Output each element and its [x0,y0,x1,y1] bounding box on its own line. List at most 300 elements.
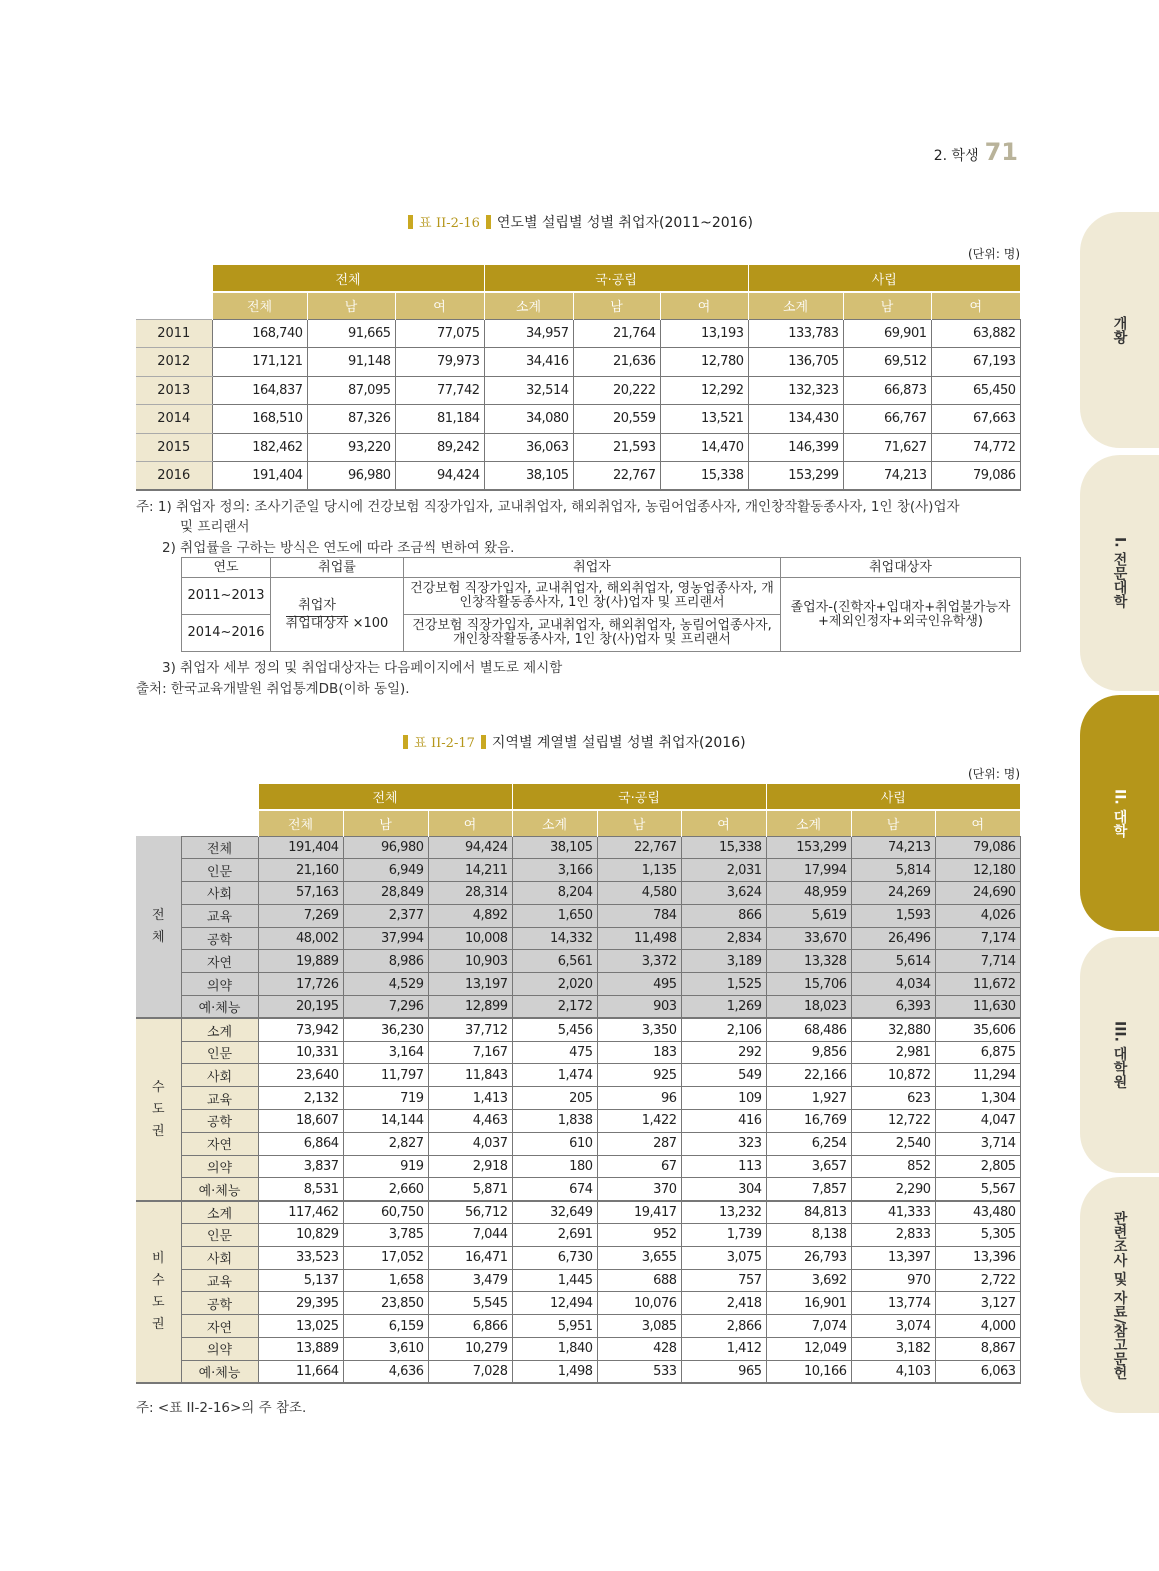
page-number: 71 [984,138,1018,166]
value-cell: 20,559 [573,405,660,434]
value-cell: 4,463 [428,1110,512,1133]
value-cell: 1,840 [512,1338,597,1361]
value-cell: 3,785 [343,1224,428,1247]
value-cell: 21,764 [573,319,660,348]
year-cell: 2015 [136,433,212,462]
table-row [136,882,1020,905]
value-cell: 428 [597,1338,681,1361]
value-cell: 6,864 [258,1132,343,1155]
value-cell: 168,740 [212,319,307,348]
value-cell: 1,498 [512,1360,597,1383]
value-cell: 73,942 [258,1018,343,1041]
value-cell: 14,332 [512,927,597,950]
table-row [136,1246,1020,1269]
value-cell: 33,523 [258,1246,343,1269]
note-1: 주: 1) 취업자 정의: 조사기준일 당시에 건강보험 직장가입자, 교내취업자, 해외취업자, 농림어업종사자, 개인창작활동종사자, 1인 창(사)업자 [136,499,960,515]
table-row [136,1178,1020,1201]
category-cell: 의약 [181,1155,258,1178]
category-cell: 자연 [181,1315,258,1338]
region-cell [136,1018,181,1200]
value-cell: 32,880 [851,1018,935,1041]
region-label: 비 수 도 권 [151,1250,165,1332]
value-cell: 12,494 [512,1292,597,1315]
value-cell: 17,052 [343,1246,428,1269]
year-cell: 2016 [136,462,212,491]
sub-header: 소계 [512,810,597,836]
value-cell: 22,767 [573,462,660,491]
side-tab-label: II. 대학 [1111,788,1128,838]
table-row [136,973,1020,996]
value-cell: 13,396 [935,1246,1020,1269]
value-cell: 38,105 [484,462,573,491]
value-cell: 23,850 [343,1292,428,1315]
table-row [136,405,1020,434]
col-header: 취업자 [404,558,781,578]
value-cell: 26,793 [766,1246,851,1269]
table-row [136,1064,1020,1087]
value-cell: 11,294 [935,1064,1020,1087]
value-cell: 38,105 [512,836,597,859]
value-cell: 41,333 [851,1201,935,1224]
table-row [136,927,1020,950]
value-cell: 13,025 [258,1315,343,1338]
value-cell: 7,028 [428,1360,512,1383]
value-cell: 5,567 [935,1178,1020,1201]
side-tab[interactable] [1080,455,1159,691]
category-cell: 자연 [181,950,258,973]
value-cell: 2,691 [512,1224,597,1247]
table-row [136,1292,1020,1315]
value-cell: 4,103 [851,1360,935,1383]
value-cell: 12,722 [851,1110,935,1133]
table-row [136,1224,1020,1247]
value-cell: 688 [597,1269,681,1292]
value-cell: 16,901 [766,1292,851,1315]
value-cell: 1,525 [681,973,766,996]
title-bar-icon [403,735,408,749]
value-cell: 24,269 [851,882,935,905]
value-cell: 26,496 [851,927,935,950]
value-cell: 8,986 [343,950,428,973]
value-cell: 3,655 [597,1246,681,1269]
value-cell: 77,742 [395,376,484,405]
value-cell: 133,783 [748,319,843,348]
col-header: 취업률 [271,558,404,578]
value-cell: 3,610 [343,1338,428,1361]
category-cell: 사회 [181,882,258,905]
value-cell: 69,512 [843,348,931,377]
value-cell: 7,074 [766,1315,851,1338]
value-cell: 153,299 [748,462,843,491]
category-cell: 자연 [181,1132,258,1155]
sub-header: 여 [395,292,484,319]
category-cell: 공학 [181,927,258,950]
value-cell: 495 [597,973,681,996]
side-tab-label: 개황 [1111,316,1128,344]
value-cell: 1,593 [851,904,935,927]
value-cell: 13,774 [851,1292,935,1315]
value-cell: 96,980 [307,462,395,491]
value-cell: 719 [343,1087,428,1110]
group-header: 사립 [766,784,1020,810]
table2-title: 표 II-2-17 지역별 계열별 설립별 성별 취업자(2016) [397,732,746,752]
table1-unit: (단위: 명) [968,247,1020,261]
table-row [136,1132,1020,1155]
value-cell: 2,722 [935,1269,1020,1292]
value-cell: 3,085 [597,1315,681,1338]
value-cell: 13,328 [766,950,851,973]
value-cell: 164,837 [212,376,307,405]
value-cell: 4,580 [597,882,681,905]
value-cell: 5,951 [512,1315,597,1338]
note-2: 2) 취업률을 구하는 방식은 연도에 따라 조금씩 변하여 왔음. [162,540,515,556]
value-cell: 3,714 [935,1132,1020,1155]
value-cell: 74,213 [843,462,931,491]
value-cell: 2,540 [851,1132,935,1155]
value-cell: 15,338 [660,462,748,491]
value-cell: 14,144 [343,1110,428,1133]
value-cell: 56,712 [428,1201,512,1224]
year-cell: 2014 [136,405,212,434]
value-cell: 19,417 [597,1201,681,1224]
value-cell: 7,044 [428,1224,512,1247]
value-cell: 2,172 [512,996,597,1019]
table-row [136,950,1020,973]
value-cell: 2,827 [343,1132,428,1155]
value-cell: 866 [681,904,766,927]
category-cell: 소계 [181,1201,258,1224]
value-cell: 7,296 [343,996,428,1019]
category-cell: 예·체능 [181,996,258,1019]
value-cell: 323 [681,1132,766,1155]
value-cell: 5,545 [428,1292,512,1315]
value-cell: 81,184 [395,405,484,434]
table-row [136,1360,1020,1383]
value-cell: 84,813 [766,1201,851,1224]
value-cell: 13,889 [258,1338,343,1361]
side-tab[interactable] [1080,212,1159,448]
sub-header: 소계 [748,292,843,319]
period: 2011~2013 [182,578,271,615]
value-cell: 1,658 [343,1269,428,1292]
value-cell: 3,657 [766,1155,851,1178]
table-row [136,904,1020,927]
value-cell: 74,213 [851,836,935,859]
value-cell: 2,660 [343,1178,428,1201]
value-cell: 146,399 [748,433,843,462]
value-cell: 37,994 [343,927,428,950]
value-cell: 28,314 [428,882,512,905]
table-row [136,1155,1020,1178]
sub-header: 여 [935,810,1020,836]
sub-header: 남 [307,292,395,319]
value-cell: 16,769 [766,1110,851,1133]
category-cell: 인문 [181,1041,258,1064]
employed-definition: 건강보험 직장가입자, 교내취업자, 해외취업자, 농림어업종사자, 개인창작활동종사자, 1인 창(사)업자 및 프리랜서 [404,615,781,652]
value-cell: 13,197 [428,973,512,996]
value-cell: 6,159 [343,1315,428,1338]
value-cell: 1,412 [681,1338,766,1361]
table-row [136,348,1020,377]
table-row [136,1110,1020,1133]
value-cell: 8,531 [258,1178,343,1201]
sub-header: 전체 [258,810,343,836]
value-cell: 168,510 [212,405,307,434]
value-cell: 2,031 [681,859,766,882]
value-cell: 3,372 [597,950,681,973]
value-cell: 11,664 [258,1360,343,1383]
value-cell: 5,305 [935,1224,1020,1247]
value-cell: 1,422 [597,1110,681,1133]
value-cell: 67,663 [931,405,1020,434]
category-cell: 인문 [181,1224,258,1247]
value-cell: 15,338 [681,836,766,859]
table2 [136,784,1021,1384]
side-tab[interactable] [1080,1177,1159,1413]
value-cell: 1,927 [766,1087,851,1110]
value-cell: 79,086 [935,836,1020,859]
value-cell: 674 [512,1178,597,1201]
value-cell: 12,180 [935,859,1020,882]
category-cell: 교육 [181,1087,258,1110]
value-cell: 21,636 [573,348,660,377]
sub-header: 남 [843,292,931,319]
value-cell: 12,049 [766,1338,851,1361]
value-cell: 96 [597,1087,681,1110]
value-cell: 6,949 [343,859,428,882]
value-cell: 136,705 [748,348,843,377]
value-cell: 8,138 [766,1224,851,1247]
value-cell: 32,649 [512,1201,597,1224]
value-cell: 60,750 [343,1201,428,1224]
value-cell: 3,189 [681,950,766,973]
value-cell: 109 [681,1087,766,1110]
value-cell: 10,903 [428,950,512,973]
category-cell: 공학 [181,1292,258,1315]
value-cell: 57,163 [258,882,343,905]
value-cell: 182,462 [212,433,307,462]
value-cell: 8,204 [512,882,597,905]
value-cell: 5,456 [512,1018,597,1041]
note-1-cont: 및 프리랜서 [180,519,250,535]
category-cell: 교육 [181,904,258,927]
value-cell: 1,304 [935,1087,1020,1110]
value-cell: 79,086 [931,462,1020,491]
region-cell [136,1201,181,1383]
sub-header: 전체 [212,292,307,319]
value-cell: 6,875 [935,1041,1020,1064]
sub-header: 여 [428,810,512,836]
value-cell: 757 [681,1269,766,1292]
value-cell: 65,450 [931,376,1020,405]
year-cell: 2013 [136,376,212,405]
value-cell: 18,023 [766,996,851,1019]
value-cell: 6,730 [512,1246,597,1269]
value-cell: 10,872 [851,1064,935,1087]
value-cell: 549 [681,1064,766,1087]
table2-unit: (단위: 명) [968,767,1020,781]
group-header: 국·공립 [512,784,766,810]
value-cell: 1,413 [428,1087,512,1110]
sub-header: 여 [681,810,766,836]
value-cell: 37,712 [428,1018,512,1041]
value-cell: 4,529 [343,973,428,996]
value-cell: 48,959 [766,882,851,905]
multiplier: ×100 [352,615,389,631]
value-cell: 134,430 [748,405,843,434]
sub-header: 남 [343,810,428,836]
table2-note: 주: <표 II-2-16>의 주 참조. [136,1400,307,1416]
value-cell: 14,211 [428,859,512,882]
side-tab[interactable] [1080,695,1159,931]
value-cell: 29,395 [258,1292,343,1315]
title-bar-icon [408,215,413,229]
table-row [136,1018,1020,1041]
source: 출처: 한국교육개발원 취업통계DB(이하 동일). [136,681,410,697]
sub-header: 소계 [766,810,851,836]
value-cell: 71,627 [843,433,931,462]
title-bar-icon [481,735,486,749]
value-cell: 2,418 [681,1292,766,1315]
value-cell: 66,767 [843,405,931,434]
value-cell: 14,470 [660,433,748,462]
value-cell: 4,000 [935,1315,1020,1338]
sub-header: 소계 [484,292,573,319]
value-cell: 970 [851,1269,935,1292]
value-cell: 2,290 [851,1178,935,1201]
value-cell: 12,780 [660,348,748,377]
value-cell: 94,424 [428,836,512,859]
value-cell: 18,607 [258,1110,343,1133]
value-cell: 292 [681,1041,766,1064]
value-cell: 10,331 [258,1041,343,1064]
sub-header: 남 [573,292,660,319]
value-cell: 20,222 [573,376,660,405]
value-cell: 20,195 [258,996,343,1019]
value-cell: 4,026 [935,904,1020,927]
table-row [136,836,1020,859]
value-cell: 21,160 [258,859,343,882]
value-cell: 5,619 [766,904,851,927]
value-cell: 15,706 [766,973,851,996]
value-cell: 68,486 [766,1018,851,1041]
value-cell: 2,866 [681,1315,766,1338]
value-cell: 23,640 [258,1064,343,1087]
value-cell: 7,174 [935,927,1020,950]
value-cell: 6,063 [935,1360,1020,1383]
sub-header: 남 [851,810,935,836]
value-cell: 10,279 [428,1338,512,1361]
value-cell: 7,714 [935,950,1020,973]
table1 [136,265,1021,491]
value-cell: 2,106 [681,1018,766,1041]
value-cell: 3,350 [597,1018,681,1041]
value-cell: 6,866 [428,1315,512,1338]
value-cell: 903 [597,996,681,1019]
table1-title: 표 II-2-16 연도별 설립별 성별 취업자(2011~2016) [402,212,753,232]
numerator: 취업자 [286,599,349,617]
value-cell: 784 [597,904,681,927]
value-cell: 24,690 [935,882,1020,905]
value-cell: 28,849 [343,882,428,905]
denominator: 취업대상자 [285,615,349,631]
value-cell: 43,480 [935,1201,1020,1224]
value-cell: 1,269 [681,996,766,1019]
value-cell: 4,034 [851,973,935,996]
group-header: 사립 [748,265,1020,292]
side-tab[interactable] [1080,937,1159,1173]
value-cell: 416 [681,1110,766,1133]
value-cell: 10,076 [597,1292,681,1315]
value-cell: 3,074 [851,1315,935,1338]
category-cell: 인문 [181,859,258,882]
value-cell: 205 [512,1087,597,1110]
value-cell: 6,561 [512,950,597,973]
category-cell: 의약 [181,973,258,996]
value-cell: 287 [597,1132,681,1155]
value-cell: 3,624 [681,882,766,905]
value-cell: 11,843 [428,1064,512,1087]
value-cell: 10,829 [258,1224,343,1247]
value-cell: 89,242 [395,433,484,462]
region-cell [136,836,181,1018]
value-cell: 69,901 [843,319,931,348]
value-cell: 5,614 [851,950,935,973]
value-cell: 117,462 [258,1201,343,1224]
value-cell: 191,404 [258,836,343,859]
value-cell: 87,095 [307,376,395,405]
value-cell: 12,899 [428,996,512,1019]
value-cell: 11,672 [935,973,1020,996]
value-cell: 1,838 [512,1110,597,1133]
value-cell: 5,871 [428,1178,512,1201]
value-cell: 852 [851,1155,935,1178]
value-cell: 370 [597,1178,681,1201]
value-cell: 6,254 [766,1132,851,1155]
value-cell: 91,665 [307,319,395,348]
value-cell: 5,814 [851,859,935,882]
value-cell: 2,833 [851,1224,935,1247]
value-cell: 36,230 [343,1018,428,1041]
value-cell: 13,232 [681,1201,766,1224]
value-cell: 4,037 [428,1132,512,1155]
group-header: 국·공립 [484,265,748,292]
value-cell: 87,326 [307,405,395,434]
value-cell: 77,075 [395,319,484,348]
employed-definition: 건강보험 직장가입자, 교내취업자, 해외취업자, 영농업종사자, 개인창작활동종사자, 1인 창(사)업자 및 프리랜서 [404,578,781,615]
value-cell: 3,164 [343,1041,428,1064]
value-cell: 8,867 [935,1338,1020,1361]
side-tab-label: III. 대학원 [1111,1021,1128,1089]
table-row [136,1201,1020,1224]
value-cell: 610 [512,1132,597,1155]
value-cell: 3,837 [258,1155,343,1178]
region-label: 전 체 [151,907,165,945]
value-cell: 7,269 [258,904,343,927]
value-cell: 183 [597,1041,681,1064]
period: 2014~2016 [182,615,271,652]
note-3: 3) 취업자 세부 정의 및 취업대상자는 다음페이지에서 별도로 제시함 [162,660,563,676]
employment-rate-table [181,557,1021,652]
value-cell: 2,377 [343,904,428,927]
value-cell: 74,772 [931,433,1020,462]
category-cell: 소계 [181,1018,258,1041]
value-cell: 66,873 [843,376,931,405]
value-cell: 2,805 [935,1155,1020,1178]
value-cell: 3,692 [766,1269,851,1292]
value-cell: 171,121 [212,348,307,377]
table-row [136,1315,1020,1338]
